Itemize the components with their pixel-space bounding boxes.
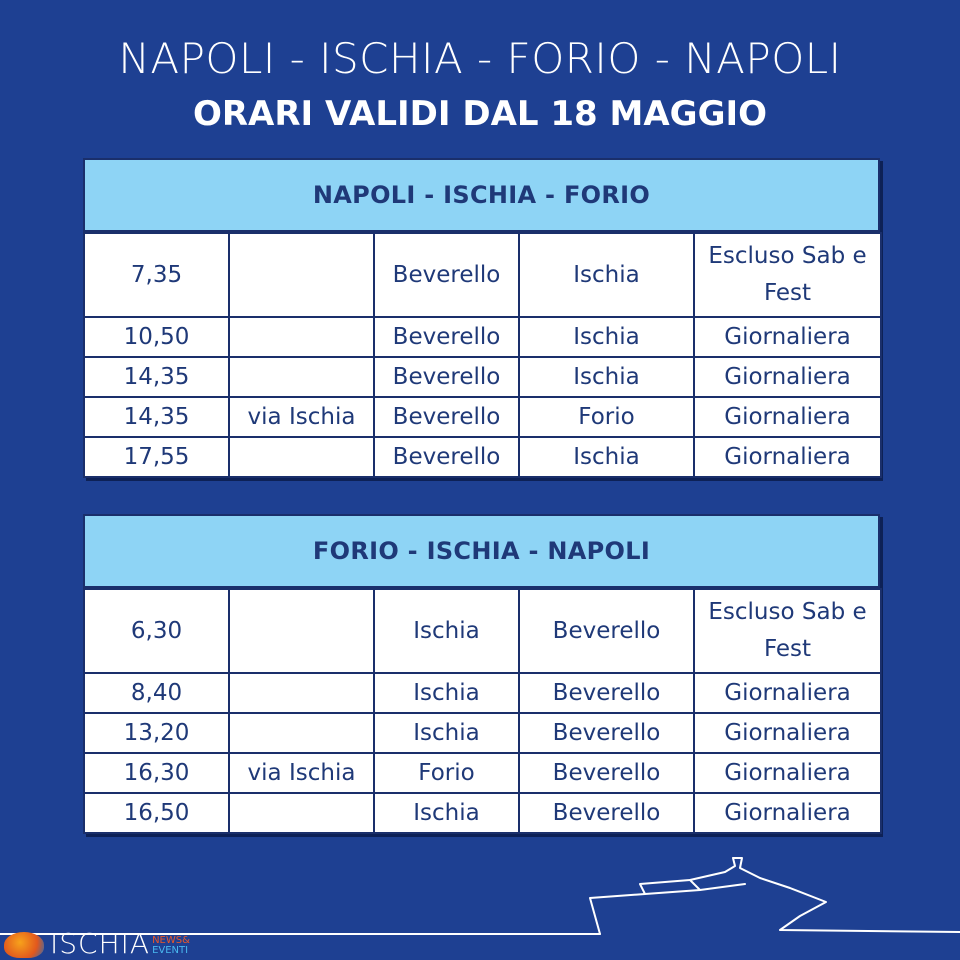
departure-port: Beverello <box>374 397 519 437</box>
via-note <box>229 317 374 357</box>
service-days: Giornaliera <box>694 793 881 833</box>
via-note: via Ischia <box>229 753 374 793</box>
page-title: NAPOLI - ISCHIA - FORIO - NAPOLI <box>118 34 842 83</box>
departure-time: 6,30 <box>84 589 229 673</box>
service-days: Giornaliera <box>694 713 881 753</box>
logo-wordmark: ISCHIA <box>50 927 151 960</box>
arrival-port: Beverello <box>519 753 694 793</box>
brand-logo <box>4 928 190 958</box>
departure-time: 16,50 <box>84 793 229 833</box>
arrival-port: Beverello <box>519 673 694 713</box>
outbound-timetable <box>83 158 880 478</box>
departure-time: 8,40 <box>84 673 229 713</box>
arrival-port: Beverello <box>519 793 694 833</box>
via-note <box>229 713 374 753</box>
service-days: Giornaliera <box>694 317 881 357</box>
logo-tag-eventi: EVENTI <box>152 945 189 956</box>
logo-tag-news: NEWS& <box>152 935 190 946</box>
table-row <box>84 673 881 713</box>
table-row <box>84 317 881 357</box>
departure-time: 14,35 <box>84 397 229 437</box>
departure-time: 10,50 <box>84 317 229 357</box>
table-row <box>84 397 881 437</box>
arrival-port: Ischia <box>519 233 694 317</box>
departure-port: Ischia <box>374 673 519 713</box>
departure-time: 17,55 <box>84 437 229 477</box>
departure-port: Forio <box>374 753 519 793</box>
service-days: Escluso Sab e Fest <box>694 589 881 673</box>
service-days: Giornaliera <box>694 397 881 437</box>
return-timetable <box>83 514 880 834</box>
departure-port: Beverello <box>374 357 519 397</box>
via-note <box>229 233 374 317</box>
departure-time: 14,35 <box>84 357 229 397</box>
arrival-port: Forio <box>519 397 694 437</box>
logo-tagline <box>152 936 190 956</box>
outbound-heading: NAPOLI - ISCHIA - FORIO <box>83 158 880 232</box>
departure-port: Ischia <box>374 589 519 673</box>
departure-port: Beverello <box>374 437 519 477</box>
via-note <box>229 357 374 397</box>
table-row <box>84 233 881 317</box>
outbound-table <box>83 232 882 478</box>
return-heading: FORIO - ISCHIA - NAPOLI <box>83 514 880 588</box>
arrival-port: Beverello <box>519 713 694 753</box>
departure-port: Ischia <box>374 713 519 753</box>
arrival-port: Ischia <box>519 317 694 357</box>
departure-port: Beverello <box>374 233 519 317</box>
service-days: Giornaliera <box>694 437 881 477</box>
service-days: Escluso Sab e Fest <box>694 233 881 317</box>
via-note <box>229 437 374 477</box>
table-row <box>84 437 881 477</box>
departure-port: Beverello <box>374 317 519 357</box>
table-row <box>84 753 881 793</box>
service-days: Giornaliera <box>694 357 881 397</box>
logo-badge-icon <box>4 932 44 958</box>
departure-time: 16,30 <box>84 753 229 793</box>
arrival-port: Beverello <box>519 589 694 673</box>
page-subtitle: ORARI VALIDI DAL 18 MAGGIO <box>192 94 768 134</box>
via-note <box>229 793 374 833</box>
return-table <box>83 588 882 834</box>
arrival-port: Ischia <box>519 437 694 477</box>
table-row <box>84 589 881 673</box>
table-row <box>84 713 881 753</box>
via-note <box>229 589 374 673</box>
table-row <box>84 793 881 833</box>
via-note <box>229 673 374 713</box>
departure-port: Ischia <box>374 793 519 833</box>
service-days: Giornaliera <box>694 673 881 713</box>
departure-time: 13,20 <box>84 713 229 753</box>
via-note: via Ischia <box>229 397 374 437</box>
departure-time: 7,35 <box>84 233 229 317</box>
service-days: Giornaliera <box>694 753 881 793</box>
table-row <box>84 357 881 397</box>
arrival-port: Ischia <box>519 357 694 397</box>
